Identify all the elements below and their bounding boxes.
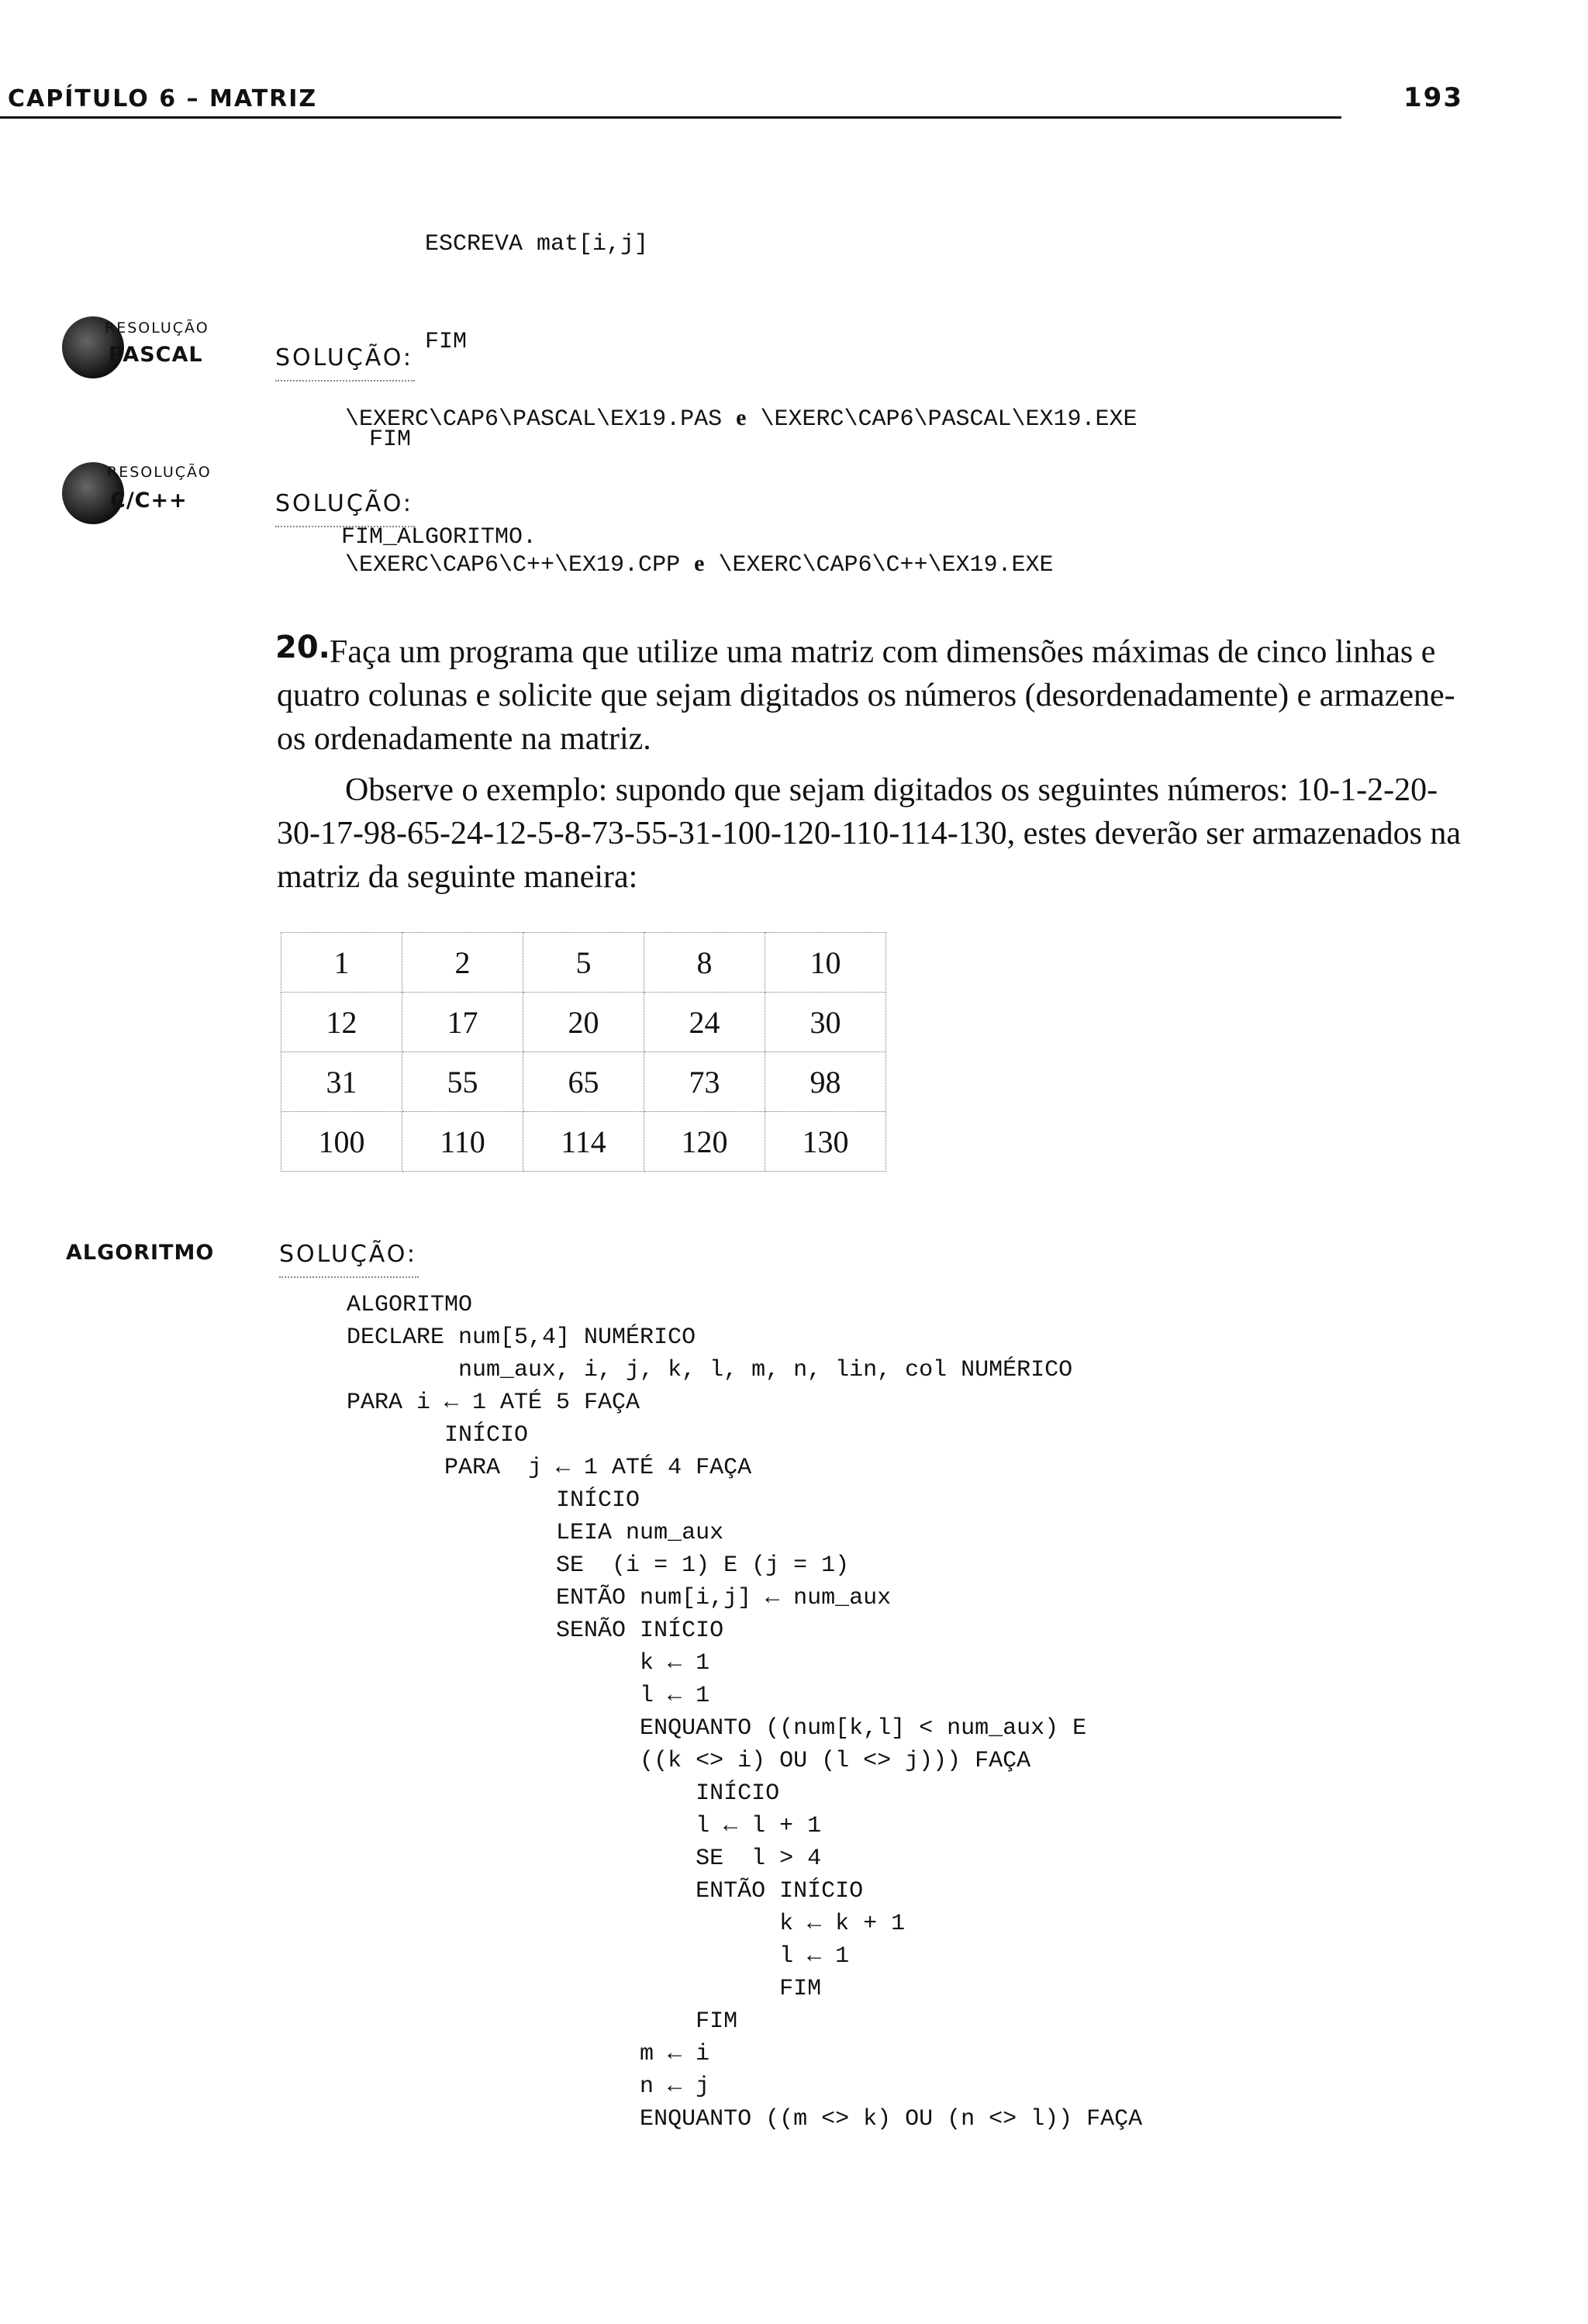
matrix-cell: 12 — [281, 993, 402, 1052]
exercise-number: 20. — [275, 630, 330, 665]
matrix-cell: 100 — [281, 1112, 402, 1172]
code-line: ESCREVA mat[i,j] — [341, 231, 649, 257]
pascal-solution-underline — [275, 380, 415, 382]
code-line: ENQUANTO ((num[k,l] < num_aux) E — [347, 1715, 1087, 1742]
matrix-cell: 30 — [765, 993, 886, 1052]
code-line: PARA i ← 1 ATÉ 5 FAÇA — [347, 1390, 640, 1416]
cpp-file-paths — [345, 547, 1054, 582]
pascal-path-a: \EXERC\CAP6\PASCAL\EX19.PAS — [345, 406, 723, 433]
code-line: k ← 1 — [347, 1650, 710, 1677]
statement-line: Faça um programa que utilize uma matriz com dimensões máximas de cinco linhas e — [330, 634, 1436, 670]
code-line: k ← k + 1 — [347, 1911, 906, 1937]
matrix-cell: 2 — [402, 933, 523, 993]
cpp-connector: e — [694, 551, 705, 576]
exercise-example — [277, 768, 1486, 899]
pascal-file-paths — [345, 402, 1137, 436]
table-row — [281, 993, 886, 1052]
code-line: n ← j — [347, 2074, 710, 2100]
pascal-badge-label: PASCAL — [109, 343, 203, 367]
matrix-cell: 24 — [644, 993, 765, 1052]
example-line: matriz da seguinte maneira: — [277, 859, 638, 895]
statement-line: quatro colunas e solicite que sejam digitados os números (desordenadamente) e armazene- — [277, 678, 1455, 713]
cpp-badge-small-label: RESOLUÇÃO — [107, 464, 212, 481]
matrix-cell: 1 — [281, 933, 402, 993]
code-line: l ← 1 — [347, 1943, 850, 1970]
cpp-path-b: \EXERC\CAP6\C++\EX19.EXE — [718, 552, 1054, 578]
code-line: FIM — [341, 426, 412, 453]
code-line: num_aux, i, j, k, l, m, n, lin, col NUMÉRICO — [347, 1357, 1073, 1383]
pascal-path-b: \EXERC\CAP6\PASCAL\EX19.EXE — [760, 406, 1137, 433]
header-rule — [0, 116, 1341, 119]
code-line: m ← i — [347, 2041, 710, 2067]
algorithm-solution-underline — [279, 1276, 419, 1278]
matrix-cell: 8 — [644, 933, 765, 993]
previous-code-tail — [341, 163, 648, 586]
table-row — [281, 933, 886, 993]
code-line: LEIA num_aux — [347, 1520, 724, 1546]
matrix-cell: 5 — [523, 933, 644, 993]
code-line: ENTÃO num[i,j] ← num_aux — [347, 1585, 892, 1611]
table-row — [281, 1112, 886, 1172]
matrix-cell: 20 — [523, 993, 644, 1052]
cpp-solution-label: SOLUÇÃO: — [275, 490, 413, 517]
matrix-cell: 130 — [765, 1112, 886, 1172]
pascal-solution-label: SOLUÇÃO: — [275, 344, 413, 371]
code-line: l ← l + 1 — [347, 1813, 822, 1839]
cpp-solution-underline — [275, 526, 415, 527]
code-line: FIM_ALGORITMO. — [341, 524, 537, 551]
code-line: INÍCIO — [347, 1780, 780, 1807]
matrix-cell: 55 — [402, 1052, 523, 1112]
matrix-cell: 31 — [281, 1052, 402, 1112]
code-line: FIM — [347, 2008, 738, 2035]
algorithm-badge-label: ALGORITMO — [66, 1241, 215, 1265]
example-line: 30-17-98-65-24-12-5-8-73-55-31-100-120-110-114-130, estes deverão ser armazenados na — [277, 816, 1462, 851]
code-line: SE l > 4 — [347, 1846, 822, 1872]
code-line: PARA j ← 1 ATÉ 4 FAÇA — [347, 1455, 752, 1481]
code-line: ALGORITMO — [347, 1292, 473, 1318]
code-line: INÍCIO — [347, 1487, 640, 1514]
code-line: DECLARE num[5,4] NUMÉRICO — [347, 1324, 696, 1351]
algorithm-code — [347, 1289, 1142, 2136]
statement-line: os ordenadamente na matriz. — [277, 721, 651, 757]
code-line: SENÃO INÍCIO — [347, 1618, 724, 1644]
pascal-connector: e — [736, 405, 747, 430]
matrix-cell: 98 — [765, 1052, 886, 1112]
code-line: FIM — [347, 1976, 822, 2002]
matrix-cell: 65 — [523, 1052, 644, 1112]
matrix-cell: 120 — [644, 1112, 765, 1172]
code-line: ENTÃO INÍCIO — [347, 1878, 864, 1904]
example-line: Observe o exemplo: supondo que sejam digitados os seguintes números: 10-1-2-20- — [345, 772, 1438, 808]
code-line: INÍCIO — [347, 1422, 529, 1449]
code-line: l ← 1 — [347, 1683, 710, 1709]
matrix-cell: 17 — [402, 993, 523, 1052]
matrix-cell: 114 — [523, 1112, 644, 1172]
chapter-title: CAPÍTULO 6 – MATRIZ — [8, 85, 318, 112]
matrix-cell: 10 — [765, 933, 886, 993]
table-row — [281, 1052, 886, 1112]
matrix-cell: 73 — [644, 1052, 765, 1112]
algorithm-solution-label: SOLUÇÃO: — [279, 1241, 417, 1268]
pascal-badge-small-label: RESOLUÇÃO — [105, 319, 209, 337]
example-matrix — [281, 932, 886, 1172]
page-number: 193 — [1403, 82, 1463, 113]
code-line: SE (i = 1) E (j = 1) — [347, 1552, 850, 1579]
exercise-statement — [277, 630, 1486, 761]
cpp-path-a: \EXERC\CAP6\C++\EX19.CPP — [345, 552, 681, 578]
cpp-badge-label: C/C++ — [110, 489, 188, 513]
code-line: FIM — [341, 329, 468, 355]
matrix-cell: 110 — [402, 1112, 523, 1172]
code-line: ENQUANTO ((m <> k) OU (n <> l)) FAÇA — [347, 2106, 1143, 2132]
code-line: ((k <> i) OU (l <> j))) FAÇA — [347, 1748, 1031, 1774]
